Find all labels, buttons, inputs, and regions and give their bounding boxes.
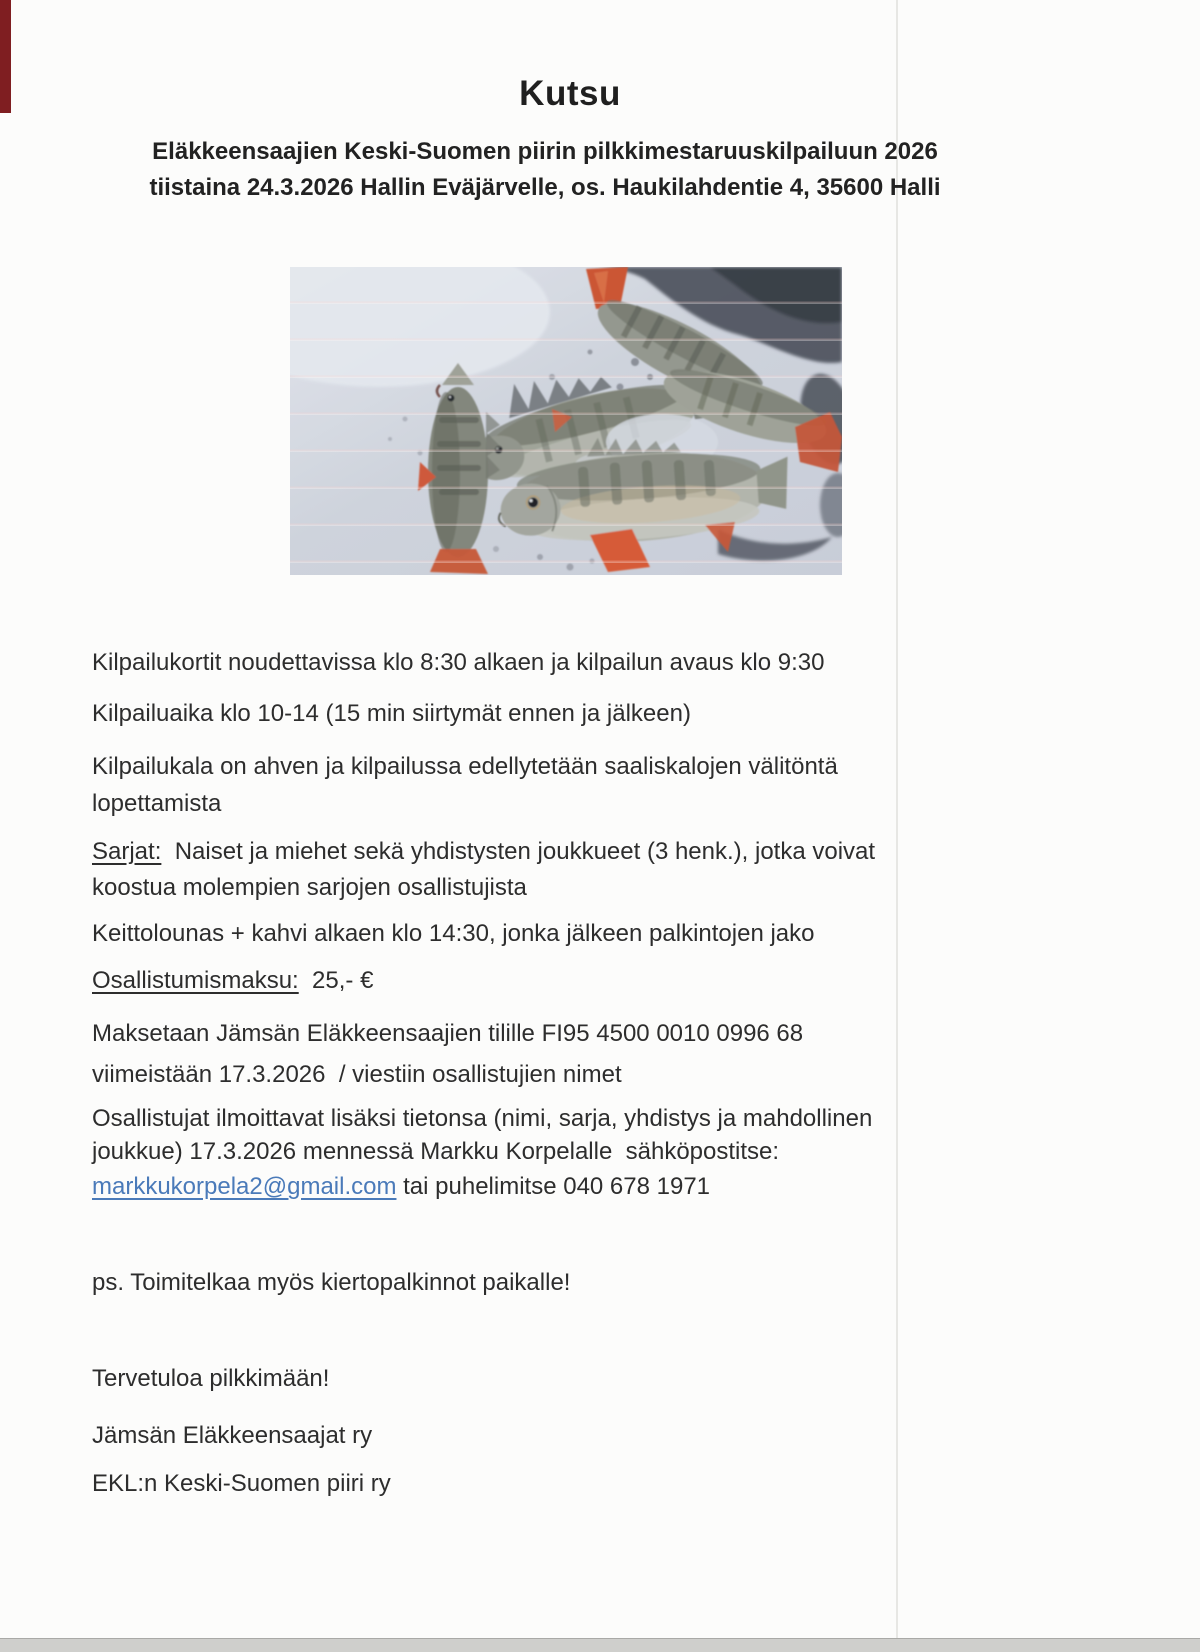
line-fee <box>92 963 1092 999</box>
fee-value: 25,- € <box>298 967 374 994</box>
scan-edge-bottom-band <box>0 1639 1200 1652</box>
subtitle-line-1: Eläkkeensaajien Keski-Suomen piirin pilkkimestaruuskilpailuun 2026 <box>152 138 938 165</box>
line-register-2 <box>92 1134 1092 1170</box>
series-text-2: koostua molempien sarjojen osallistujista <box>92 874 527 901</box>
line-welcome <box>92 1361 1092 1397</box>
lunch-text: Keittolounas + kahvi alkaen klo 14:30, jonka jälkeen palkintojen jako <box>92 920 815 947</box>
perch-on-ice-illustration <box>290 267 842 575</box>
welcome-text: Tervetuloa pilkkimään! <box>92 1365 330 1392</box>
line-signature-1 <box>92 1418 1092 1454</box>
line-series-1 <box>92 834 1092 870</box>
line-register-3 <box>92 1169 1092 1205</box>
line-species-1 <box>92 749 1092 785</box>
series-text-1: Naiset ja miehet sekä yhdistysten joukkueet (3 henk.), jotka voivat <box>161 838 876 865</box>
line-ps <box>92 1265 1092 1301</box>
register-text-1: Osallistujat ilmoittavat lisäksi tietonsa (nimi, sarja, yhdistys ja mahdollinen <box>92 1105 873 1132</box>
signature-text-1: Jämsän Eläkkeensaajat ry <box>92 1422 373 1449</box>
line-competition-time <box>92 696 1092 732</box>
line-signature-2 <box>92 1466 1092 1502</box>
series-label: Sarjat: <box>92 838 162 865</box>
register-text-3: tai puhelimitse 040 678 1971 <box>396 1173 711 1200</box>
fee-label: Osallistumismaksu: <box>92 967 299 994</box>
line-payment-1 <box>92 1016 1092 1052</box>
page-title: Kutsu <box>519 74 621 113</box>
subtitle-line-2: tiistaina 24.3.2026 Hallin Eväjärvelle, os. Haukilahdentie 4, 35600 Halli <box>149 174 941 201</box>
species-text-1: Kilpailukala on ahven ja kilpailussa edellytetään saaliskalojen välitöntä <box>92 753 838 780</box>
line-payment-2 <box>92 1057 1092 1093</box>
page-subtitle <box>15 134 1075 206</box>
competition-photo <box>290 267 842 575</box>
register-text-2: joukkue) 17.3.2026 mennessä Markku Korpelalle sähköpostitse: <box>92 1138 780 1165</box>
payment-text-1: Maksetaan Jämsän Eläkkeensaajien tilille FI95 4500 0010 0996 68 <box>92 1020 804 1047</box>
payment-text-2: viimeistään 17.3.2026 / viestiin osallistujien nimet <box>92 1061 622 1088</box>
card-pickup-text: Kilpailukortit noudettavissa klo 8:30 alkaen ja kilpailun avaus klo 9:30 <box>92 649 825 676</box>
signature-text-2: EKL:n Keski-Suomen piiri ry <box>92 1470 391 1497</box>
competition-time-text: Kilpailuaika klo 10-14 (15 min siirtymät ennen ja jälkeen) <box>92 700 691 727</box>
line-register-1 <box>92 1101 1092 1137</box>
line-lunch <box>92 916 1092 952</box>
species-text-2: lopettamista <box>92 790 222 817</box>
scan-artifact-vertical-line <box>896 0 898 1652</box>
email-link[interactable]: markkukorpela2@gmail.com <box>92 1173 397 1200</box>
line-species-2 <box>92 786 1092 822</box>
line-card-pickup <box>92 645 1092 681</box>
line-series-2 <box>92 870 1092 906</box>
ps-text: ps. Toimitelkaa myös kiertopalkinnot paikalle! <box>92 1269 571 1296</box>
